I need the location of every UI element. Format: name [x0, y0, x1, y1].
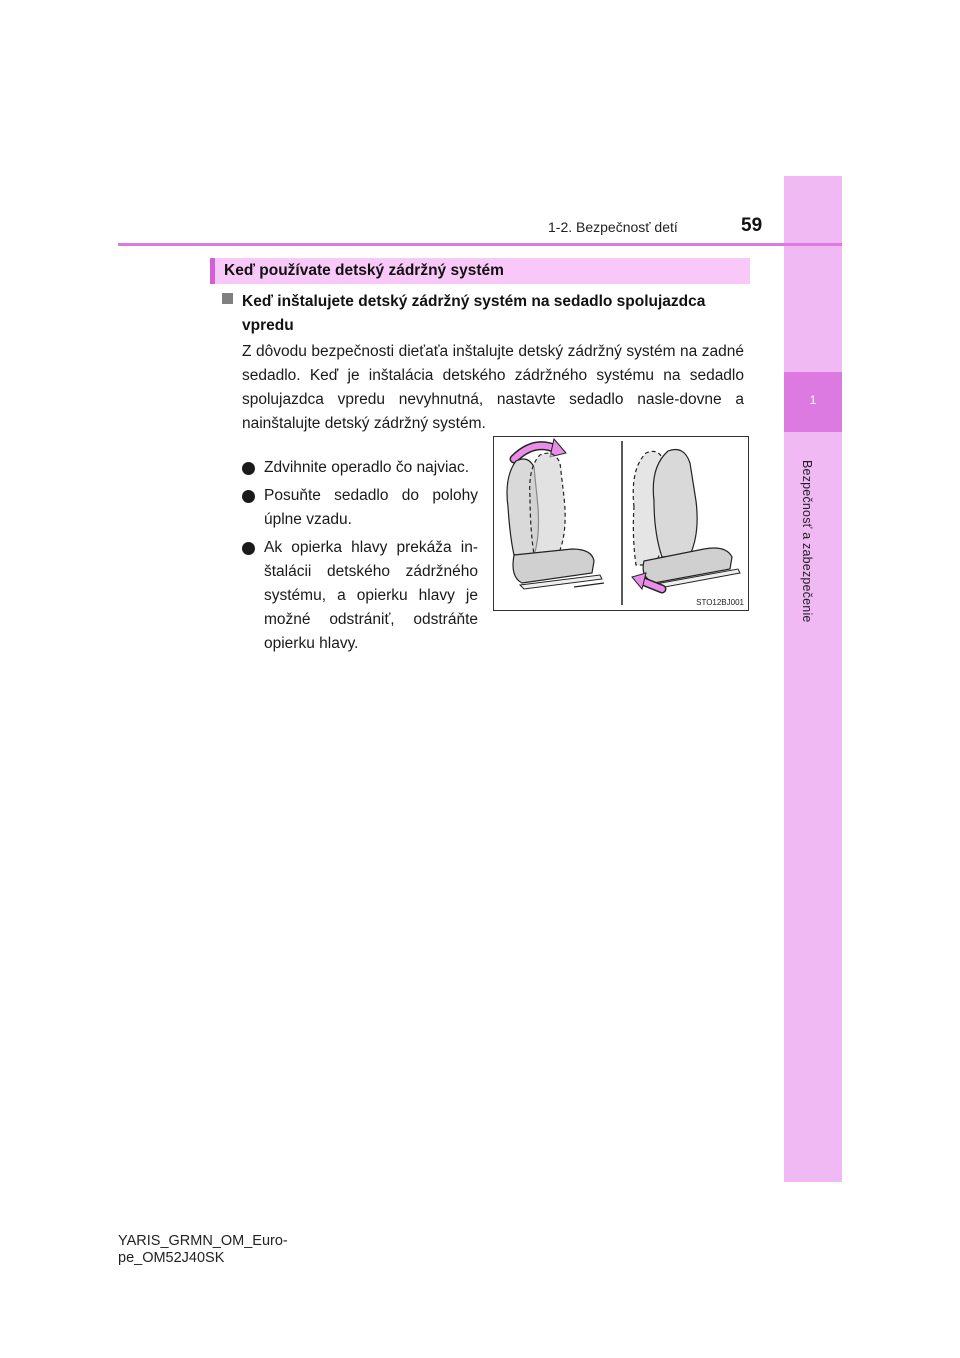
chapter-title: Bezpečnosť a zabezpečenie	[800, 460, 814, 623]
square-bullet-icon	[222, 293, 233, 304]
footer-line-1: YARIS_GRMN_OM_Euro-	[118, 1233, 288, 1249]
list-item	[242, 484, 478, 532]
seat-illustration-svg	[494, 437, 748, 610]
header-section-title: 1-2. Bezpečnosť detí	[548, 219, 678, 235]
page-number: 59	[741, 215, 763, 236]
chapter-side-tab	[784, 176, 842, 1182]
bullet-dot-icon	[242, 490, 255, 503]
list-item-text: Posuňte sedadlo do polohy úplne vzadu.	[264, 487, 478, 528]
footer-line-2: pe_OM52J40SK	[118, 1250, 225, 1266]
seat-adjustment-illustration	[493, 436, 749, 611]
document-footer	[118, 1233, 288, 1267]
instruction-list	[242, 456, 478, 660]
body-paragraph: Z dôvodu bezpečnosti dieťaťa inštalujte detský zádržný systém na zadné sedadlo. Keď je inštalácia detského zádržného systému na sedadlo spolujazdca vpredu nevyhnutná, nastavte sedadlo nasle-dovne a nainštalujte detský zádržný systém.	[242, 343, 744, 432]
section-heading: Keď používate detský zádržný systém	[224, 262, 504, 279]
chapter-number: 1	[809, 393, 817, 407]
seat-right-icon	[632, 450, 740, 590]
header-divider	[118, 243, 842, 246]
seat-left-icon	[507, 439, 604, 589]
subsection-heading-text: Keď inštalujete detský zádržný systém na sedadlo spolujazdca vpredu	[242, 293, 706, 334]
figure-code: STO12BJ001	[696, 598, 744, 607]
bullet-dot-icon	[242, 542, 255, 555]
subsection-heading	[222, 290, 752, 338]
list-item	[242, 536, 478, 656]
list-item	[242, 456, 478, 480]
bullet-dot-icon	[242, 462, 255, 475]
list-item-text: Ak opierka hlavy prekáža in-štalácii detského zádržného systému, a opierku hlavy je možné odstrániť, odstráňte opierku hlavy.	[264, 539, 478, 652]
section-heading-accent	[210, 258, 215, 284]
list-item-text: Zdvihnite operadlo čo najviac.	[264, 459, 470, 476]
